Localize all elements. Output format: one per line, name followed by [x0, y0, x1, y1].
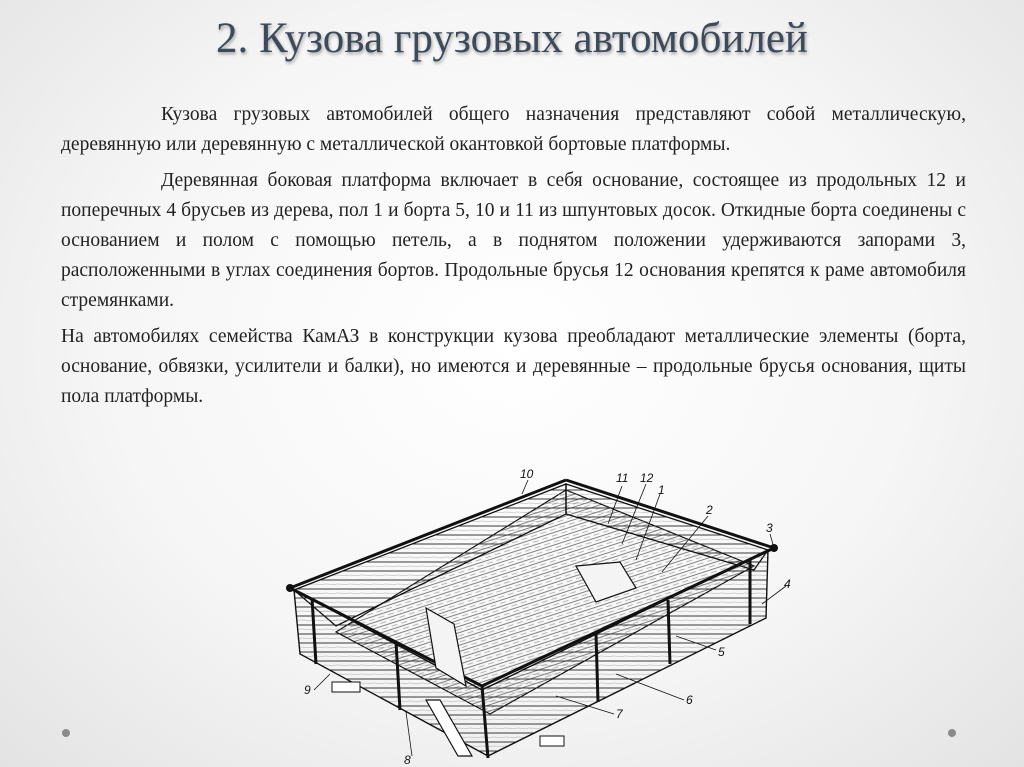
body-text	[61, 100, 966, 418]
callout-8: 8	[404, 753, 411, 767]
callout-2: 2	[706, 503, 713, 517]
callout-6: 6	[686, 693, 693, 707]
truck-body-drawing	[276, 464, 802, 767]
truck-platform-illustration	[276, 464, 802, 767]
callout-7: 7	[616, 707, 623, 721]
paragraph-2: Деревянная боковая платформа включает в себя основание, состоящее из продольных 12 и поперечных 4 брусьев из дерева, пол 1 и борта 5, 10 и 11 из шпунтовых досок. Откидные борта соединены с основанием и полом с помощью петель, а в поднятом положении удерживаются запорами 3, расположенными в углах соединения бортов. Продольные брусья 12 основания крепятся к раме автомобиля стремянками.	[61, 170, 966, 311]
nav-dot-right-icon[interactable]	[948, 729, 956, 737]
callout-10: 10	[520, 467, 534, 481]
callout-4: 4	[784, 577, 791, 591]
callout-12: 12	[640, 471, 654, 485]
page-title: 2. Кузова грузовых автомобилей	[216, 15, 808, 62]
callout-1: 1	[658, 483, 665, 497]
nav-dot-left-icon[interactable]	[62, 729, 70, 737]
callout-3: 3	[766, 521, 773, 535]
callout-11: 11	[616, 471, 629, 485]
paragraph-1: Кузова грузовых автомобилей общего назначения представляют собой металлическую, деревянную или деревянную с металлической окантовкой бортовые платформы.	[61, 104, 966, 155]
paragraph-3: На автомобилях семейства КамАЗ в конструкции кузова преобладают металлические элементы (борта, основание, обвязки, усилители и балки), но имеются и деревянные – продольные брусья основания, щиты пола платформы.	[61, 326, 966, 407]
callout-9: 9	[304, 683, 311, 697]
callout-5: 5	[718, 645, 725, 659]
